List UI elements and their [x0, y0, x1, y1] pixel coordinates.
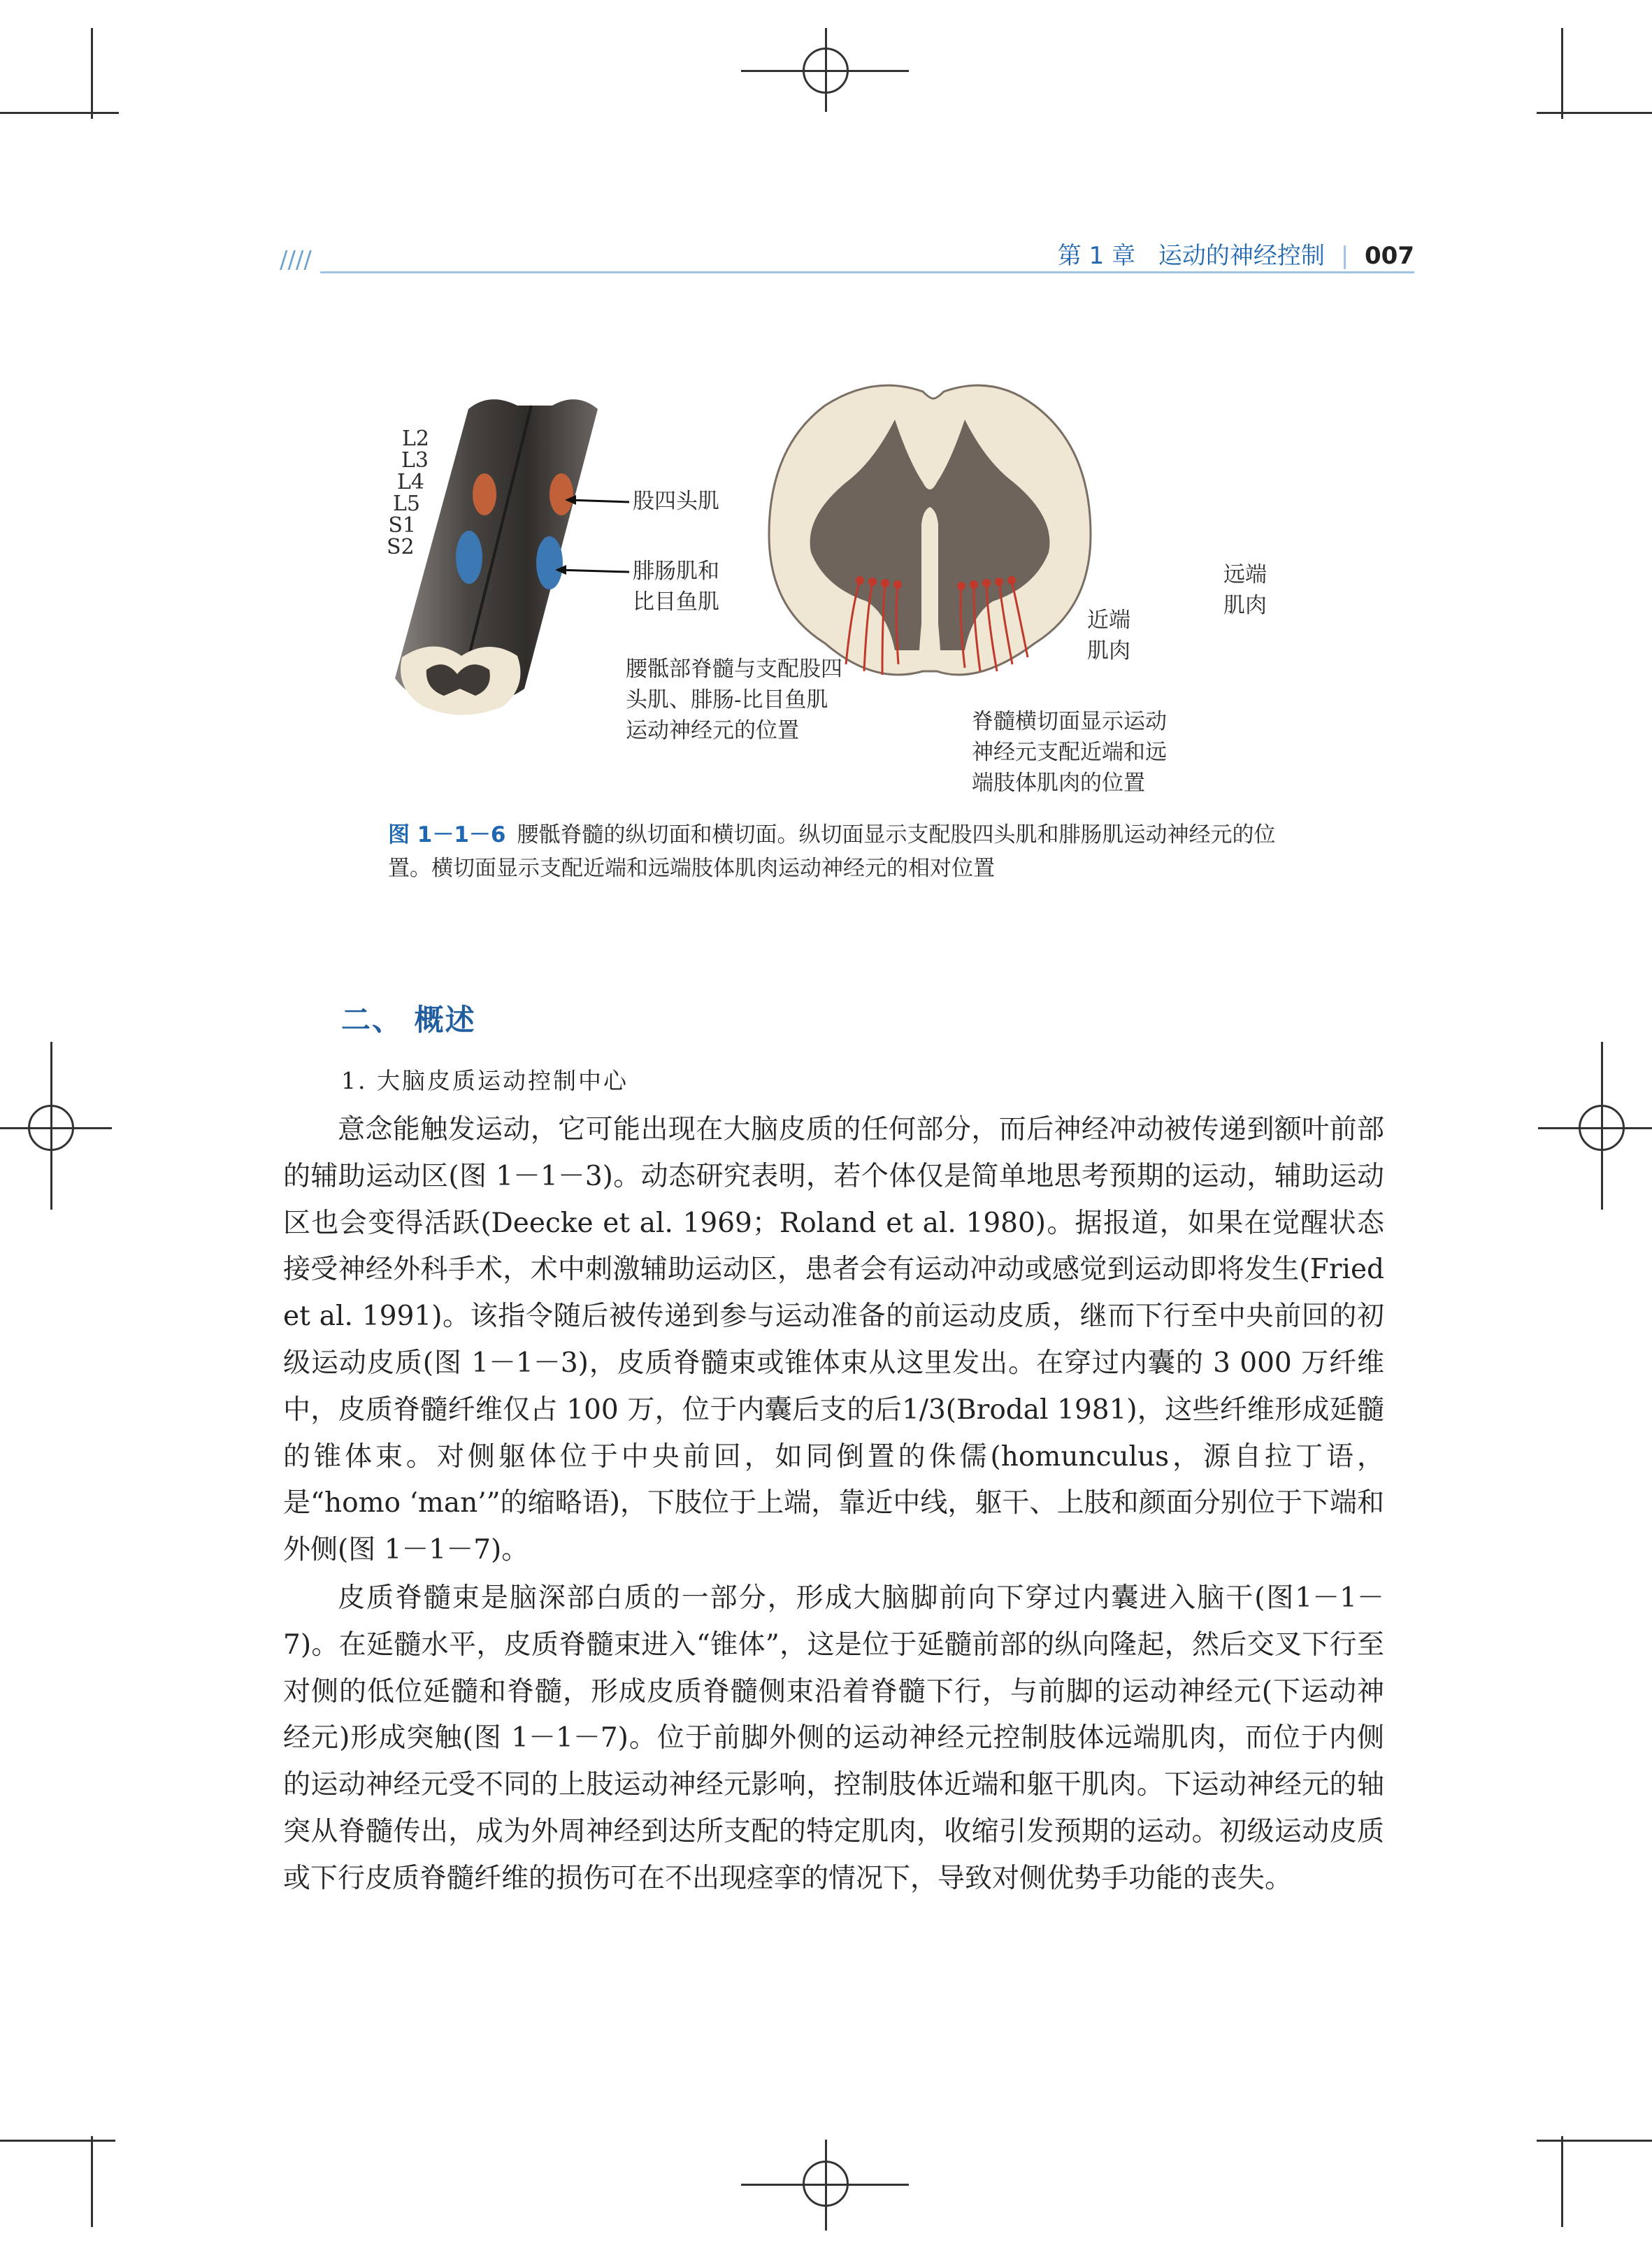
quadriceps-arrow — [568, 500, 629, 502]
level-l5: L5 — [392, 492, 420, 516]
figure-1-1-6 — [385, 378, 1307, 797]
header-separator: | — [1340, 242, 1349, 270]
quadriceps-label: 股四头肌 — [633, 489, 719, 514]
level-labels — [387, 428, 429, 558]
caption-text: 腰骶脊髓的纵切面和横切面。纵切面显示支配股四头肌和腓肠肌运动神经元的位置。横切面显示支配近端和远端肢体肌肉运动神经元的相对位置 — [388, 822, 1276, 881]
sub-heading: 1. 大脑皮质运动控制中心 — [341, 1067, 629, 1094]
longitudinal-section — [395, 399, 629, 715]
body-paragraph-1: 意念能触发运动，它可能出现在大脑皮质的任何部分，而后神经冲动被传递到额叶前部的辅助运动区(图 1－1－3)。动态研究表明，若个体仅是简单地思考预期的运动，辅助运动区也会变得活跃(Deecke et al. 1969；Roland et al. 1980)。据报道，如果在觉醒状态接受神经外科手术，术中刺激辅助运动区，患者会有运动冲动或感觉到运动即将发生(Fried et al. 1991)。该指令随后被传递到参与运动准备的前运动皮质，继而下行至中央前回的初级运动皮质(图 1－1－3)，皮质脊髓束或锥体束从这里发出。在穿过内囊的 3 000 万纤维中，皮质脊髓纤维仅占 100 万，位于内囊后支的后1/3(Brodal 1981)，这些纤维形成延髓的锥体束。对侧躯体位于中央前回，如同倒置的侏儒(homunculus，源自拉丁语，是“homo ‘man’”的缩略语)，下肢位于上端，靠近中线，躯干、上肢和颜面分别位于下端和外侧(图 1－1－7)。 — [283, 1114, 1384, 1566]
header-text — [1058, 236, 1414, 271]
header-rule — [320, 271, 1414, 273]
calf-arrow — [558, 570, 629, 572]
section-heading: 二、 概述 — [341, 1003, 476, 1037]
running-head — [280, 236, 1414, 278]
chapter-number: 第 1 章 — [1057, 242, 1136, 270]
calf-neuron-left — [456, 531, 482, 584]
longitudinal-description: 腰骶部脊髓与支配股四 头肌、腓肠-比目鱼肌 运动神经元的位置 — [626, 657, 842, 743]
distal-muscle-label: 远端 肌肉 — [1223, 562, 1267, 618]
proximal-muscle-label: 近端 肌肉 — [1087, 608, 1130, 664]
level-l3: L3 — [401, 448, 429, 473]
quadriceps-neuron-right — [550, 473, 573, 515]
level-s1: S1 — [388, 513, 416, 538]
calf-neuron-right — [536, 536, 563, 589]
figure-caption — [388, 818, 1290, 885]
level-s2: S2 — [387, 535, 415, 559]
chapter-title: 运动的神经控制 — [1158, 242, 1325, 270]
level-l4: L4 — [396, 470, 424, 494]
body-paragraph-2: 皮质脊髓束是脑深部白质的一部分，形成大脑脚前向下穿过内囊进入脑干(图1－1－7)。在延髓水平，皮质脊髓束进入“锥体”，这是位于延髓前部的纵向隆起，然后交叉下行至对侧的低位延髓和脊髓，形成皮质脊髓侧束沿着脊髓下行，与前脚的运动神经元(下运动神经元)形成突触(图 1－1－7)。位于前脚外侧的运动神经元控制肢体远端肌肉，而位于内侧的运动神经元受不同的上肢运动神经元影响，控制肢体近端和躯干肌肉。下运动神经元的轴突从脊髓传出，成为外周神经到达所支配的特定肌肉，收缩引发预期的运动。初级运动皮质或下行皮质脊髓纤维的损伤可在不出现痉挛的情况下，导致对侧优势手功能的丧失。 — [283, 1582, 1384, 1894]
quadriceps-neuron-left — [473, 473, 496, 515]
spinal-cord-illustration — [385, 378, 1307, 797]
caption-number: 图 1－1－6 — [388, 822, 506, 847]
calf-label: 腓肠肌和 比目鱼肌 — [633, 559, 719, 615]
page-number: 007 — [1365, 242, 1414, 270]
transverse-description: 脊髓横切面显示运动 神经元支配近端和远 端肢体肌肉的位置 — [972, 709, 1167, 796]
transverse-section — [769, 385, 1091, 675]
level-l2: L2 — [402, 427, 430, 451]
header-slash-ornament: //// — [280, 246, 312, 274]
